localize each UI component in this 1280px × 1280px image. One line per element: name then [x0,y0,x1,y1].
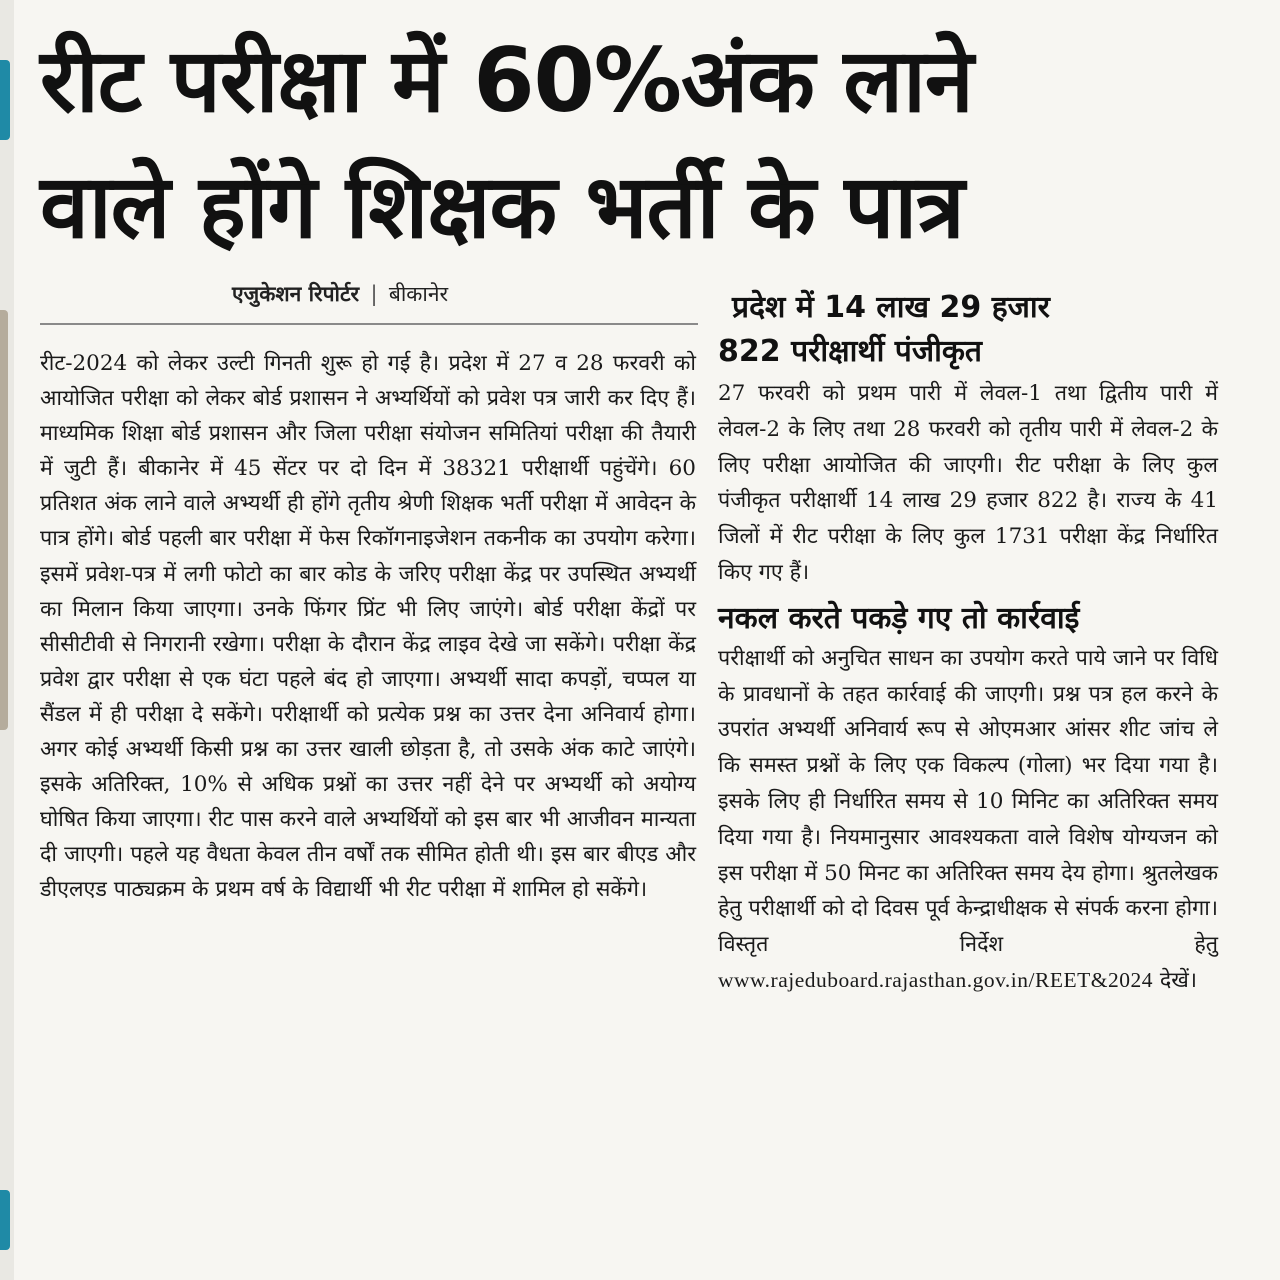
sidebar-subhead-1-line-2: 822 परीक्षार्थी पंजीकृत [718,334,983,369]
sidebar-paragraph-1: 27 फरवरी को प्रथम पारी में लेवल-1 तथा द्वितीय पारी में लेवल-2 के लिए तथा 28 फरवरी को तृतीय पारी में लेवल-2 के लिए परीक्षा आयोजित की जाएगी। रीट परीक्षा के लिए कुल पंजीकृत परीक्षार्थी 14 लाख 29 हजार 822 है। राज्य के 41 जिलों में रीट परीक्षा के लिए कुल 1731 परीक्षा केंद्र निर्धारित किए गए हैं। [718,381,1218,585]
sidebar-column [718,286,1218,999]
board-website-link[interactable]: www.rajeduboard.rajasthan.gov.in/REET&2024 [718,967,1153,992]
edge-mark-top [0,60,10,140]
page-edge [0,0,14,1280]
sidebar-subhead-2: नकल करते पकड़े गए तो कार्रवाई [718,600,1080,636]
byline-city: बीकानेर [388,282,449,306]
byline [232,280,448,308]
column-rule [40,323,698,325]
edge-mark-bottom [0,1190,10,1250]
byline-separator: | [370,282,378,306]
sidebar-paragraph-2 [718,641,1218,999]
headline-line-2: वाले होंगे शिक्षक भर्ती के पात्र [40,155,964,258]
sidebar-paragraph-2-text: परीक्षार्थी को अनुचित साधन का उपयोग करते पाये जाने पर विधि के प्रावधानों के तहत कार्रवाई की जाएगी। प्रश्न पत्र हल करने के उपरांत अभ्यर्थी अनिवार्य रूप से ओएमआर आंसर शीट जांच ले कि समस्त प्रश्नों के लिए एक विकल्प (गोला) भर दिया गया है। इसके लिए ही निर्धारित समय से 10 मिनिट का अतिरिक्त समय दिया गया है। नियमानुसार आवश्यकता वाले विशेष योग्यजन को इस परीक्षा में 50 मिनट का अतिरिक्त समय देय होगा। श्रुतलेखक हेतु परीक्षार्थी को दो दिवस पूर्व केन्द्राधीक्षक से संपर्क करना होगा। विस्तृत निर्देश हेतु [718,645,1218,958]
headline-line-1: रीट परीक्षा में 60%अंक लाने [40,29,973,132]
edge-mark-middle [0,310,8,730]
sidebar-paragraph-2-suffix: देखें। [1152,967,1197,993]
byline-reporter: एजुकेशन रिपोर्टर [232,282,360,306]
headline [40,18,1260,270]
sidebar-subhead-1-line-1: प्रदेश में 14 लाख 29 हजार [732,290,1050,325]
main-story-body: रीट-2024 को लेकर उल्टी गिनती शुरू हो गई है। प्रदेश में 27 व 28 फरवरी को आयोजित परीक्षा को लेकर बोर्ड प्रशासन ने अभ्यर्थियों को प्रवेश पत्र जारी कर दिए हैं। माध्यमिक शिक्षा बोर्ड प्रशासन और जिला परीक्षा संयोजन समितियां परीक्षा की तैयारी में जुटी हैं। बीकानेर में 45 सेंटर पर दो दिन में 38321 परीक्षार्थी पहुंचेंगे। 60 प्रतिशत अंक लाने वाले अभ्यर्थी ही होंगे तृतीय श्रेणी शिक्षक भर्ती परीक्षा में आवेदन के पात्र होंगे। बोर्ड पहली बार परीक्षा में फेस रिकॉगनाइजेशन तकनीक का उपयोग करेगा। इसमें प्रवेश-पत्र में लगी फोटो का बार कोड के जरिए परीक्षा केंद्र पर उपस्थित अभ्यर्थी का मिलान किया जाएगा। उनके फिंगर प्रिंट भी लिए जाएंगे। बोर्ड परीक्षा केंद्रों पर सीसीटीवी से निगरानी रखेगा। परीक्षा के दौरान केंद्र लाइव देखे जा सकेंगे। परीक्षा केंद्र प्रवेश द्वार परीक्षा से एक घंटा पहले बंद हो जाएगा। अभ्यर्थी सादा कपड़ों, चप्पल या सैंडल में ही परीक्षा दे सकेंगे। परीक्षार्थी को प्रत्येक प्रश्न का उत्तर देना अनिवार्य होगा। अगर कोई अभ्यर्थी किसी प्रश्न का उत्तर खाली छोड़ता है, तो उसके अंक काटे जाएंगे। इसके अतिरिक्त, 10% से अधिक प्रश्नों का उत्तर नहीं देने पर अभ्यर्थी को अयोग्य घोषित किया जाएगा। रीट पास करने वाले अभ्यर्थियों को इस बार भी आजीवन मान्यता दी जाएगी। पहले यह वैधता केवल तीन वर्षों तक सीमित होती थी। इस बार बीएड और डीएलएड पाठ्यक्रम के प्रथम वर्ष के विद्यार्थी भी रीट परीक्षा में शामिल हो सकेंगे। [40,351,696,903]
